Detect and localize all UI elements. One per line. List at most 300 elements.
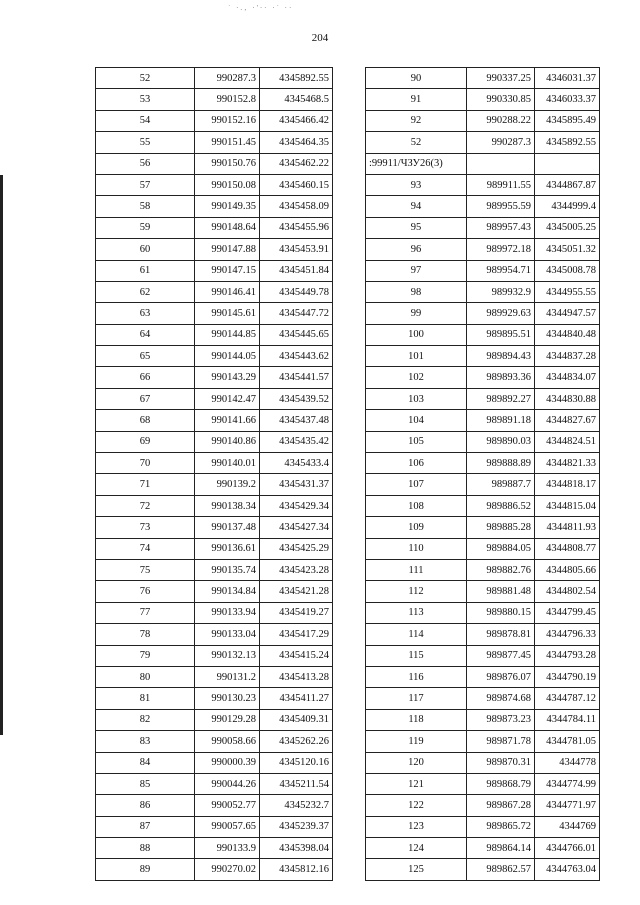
y-coordinate-cell: 4345433.4 xyxy=(260,453,333,474)
y-coordinate-cell: 4344827.67 xyxy=(535,410,600,431)
table-row xyxy=(366,731,600,752)
table-row xyxy=(96,474,333,495)
point-number-cell: 87 xyxy=(96,816,195,837)
point-number-cell: 70 xyxy=(96,453,195,474)
table-row xyxy=(96,838,333,859)
point-number-cell: 74 xyxy=(96,538,195,559)
x-coordinate-cell: 990140.86 xyxy=(195,431,260,452)
x-coordinate-cell: 990057.65 xyxy=(195,816,260,837)
table-row xyxy=(366,281,600,302)
y-coordinate-cell: 4345460.15 xyxy=(260,174,333,195)
table-row xyxy=(96,731,333,752)
y-coordinate-cell: 4345005.25 xyxy=(535,217,600,238)
y-coordinate-cell: 4344955.55 xyxy=(535,281,600,302)
x-coordinate-cell: 990330.85 xyxy=(467,89,535,110)
x-coordinate-cell: 990044.26 xyxy=(195,773,260,794)
table-row xyxy=(366,388,600,409)
x-coordinate-cell: 990052.77 xyxy=(195,795,260,816)
x-coordinate-cell: 989871.78 xyxy=(467,731,535,752)
point-number-cell: :99911/ЧЗУ26(3) xyxy=(366,153,467,174)
x-coordinate-cell: 989876.07 xyxy=(467,666,535,687)
point-number-cell: 90 xyxy=(366,68,467,89)
point-number-cell: 94 xyxy=(366,196,467,217)
x-coordinate-cell: 989954.71 xyxy=(467,260,535,281)
y-coordinate-cell: 4345445.65 xyxy=(260,324,333,345)
x-coordinate-cell: 990150.08 xyxy=(195,174,260,195)
point-number-cell: 75 xyxy=(96,559,195,580)
point-number-cell: 112 xyxy=(366,581,467,602)
table-row xyxy=(366,752,600,773)
x-coordinate-cell: 990058.66 xyxy=(195,731,260,752)
x-coordinate-cell: 989864.14 xyxy=(467,838,535,859)
x-coordinate-cell: 989932.9 xyxy=(467,281,535,302)
table-row xyxy=(366,89,600,110)
x-coordinate-cell: 990146.41 xyxy=(195,281,260,302)
table-row xyxy=(366,153,600,174)
y-coordinate-cell: 4345443.62 xyxy=(260,346,333,367)
table-row xyxy=(366,688,600,709)
x-coordinate-cell: 990287.3 xyxy=(195,68,260,89)
point-number-cell: 63 xyxy=(96,303,195,324)
x-coordinate-cell xyxy=(467,153,535,174)
x-coordinate-cell: 990337.25 xyxy=(467,68,535,89)
table-row xyxy=(366,346,600,367)
y-coordinate-cell: 4345455.96 xyxy=(260,217,333,238)
x-coordinate-cell: 989890.03 xyxy=(467,431,535,452)
y-coordinate-cell: 4345421.28 xyxy=(260,581,333,602)
x-coordinate-cell: 990147.88 xyxy=(195,239,260,260)
y-coordinate-cell: 4344787.12 xyxy=(535,688,600,709)
point-number-cell: 91 xyxy=(366,89,467,110)
y-coordinate-cell: 4345466.42 xyxy=(260,110,333,131)
point-number-cell: 82 xyxy=(96,709,195,730)
table-row xyxy=(96,68,333,89)
x-coordinate-cell: 990000.39 xyxy=(195,752,260,773)
y-coordinate-cell: 4345449.78 xyxy=(260,281,333,302)
table-row xyxy=(96,110,333,131)
point-number-cell: 77 xyxy=(96,602,195,623)
x-coordinate-cell: 990140.01 xyxy=(195,453,260,474)
y-coordinate-cell: 4345409.31 xyxy=(260,709,333,730)
point-number-cell: 119 xyxy=(366,731,467,752)
y-coordinate-cell: 4345462.22 xyxy=(260,153,333,174)
table-row xyxy=(96,453,333,474)
x-coordinate-cell: 990151.45 xyxy=(195,132,260,153)
x-coordinate-cell: 990133.04 xyxy=(195,624,260,645)
y-coordinate-cell: 4345895.49 xyxy=(535,110,600,131)
y-coordinate-cell: 4345120.16 xyxy=(260,752,333,773)
x-coordinate-cell: 989865.72 xyxy=(467,816,535,837)
x-coordinate-cell: 989894.43 xyxy=(467,346,535,367)
y-coordinate-cell: 4344781.05 xyxy=(535,731,600,752)
x-coordinate-cell: 990138.34 xyxy=(195,495,260,516)
point-number-cell: 86 xyxy=(96,795,195,816)
x-coordinate-cell: 989881.48 xyxy=(467,581,535,602)
point-number-cell: 89 xyxy=(96,859,195,880)
point-number-cell: 59 xyxy=(96,217,195,238)
y-coordinate-cell: 4344867.87 xyxy=(535,174,600,195)
table-row xyxy=(366,795,600,816)
x-coordinate-cell: 989880.15 xyxy=(467,602,535,623)
table-row xyxy=(366,773,600,794)
point-number-cell: 118 xyxy=(366,709,467,730)
y-coordinate-cell: 4345008.78 xyxy=(535,260,600,281)
y-coordinate-cell xyxy=(535,153,600,174)
point-number-cell: 71 xyxy=(96,474,195,495)
x-coordinate-cell: 989929.63 xyxy=(467,303,535,324)
x-coordinate-cell: 989870.31 xyxy=(467,752,535,773)
y-coordinate-cell: 4344808.77 xyxy=(535,538,600,559)
point-number-cell: 123 xyxy=(366,816,467,837)
table-row xyxy=(96,346,333,367)
x-coordinate-cell: 990150.76 xyxy=(195,153,260,174)
point-number-cell: 93 xyxy=(366,174,467,195)
point-number-cell: 125 xyxy=(366,859,467,880)
y-coordinate-cell: 4345439.52 xyxy=(260,388,333,409)
x-coordinate-cell: 989882.76 xyxy=(467,559,535,580)
point-number-cell: 64 xyxy=(96,324,195,345)
point-number-cell: 99 xyxy=(366,303,467,324)
y-coordinate-cell: 4346031.37 xyxy=(535,68,600,89)
point-number-cell: 62 xyxy=(96,281,195,302)
table-row xyxy=(366,174,600,195)
y-coordinate-cell: 4345419.27 xyxy=(260,602,333,623)
table-row xyxy=(96,431,333,452)
x-coordinate-cell: 990149.35 xyxy=(195,196,260,217)
table-row xyxy=(96,538,333,559)
point-number-cell: 97 xyxy=(366,260,467,281)
y-coordinate-cell: 4344830.88 xyxy=(535,388,600,409)
y-coordinate-cell: 4345431.37 xyxy=(260,474,333,495)
point-number-cell: 69 xyxy=(96,431,195,452)
point-number-cell: 80 xyxy=(96,666,195,687)
y-coordinate-cell: 4344802.54 xyxy=(535,581,600,602)
table-row xyxy=(96,260,333,281)
point-number-cell: 53 xyxy=(96,89,195,110)
point-number-cell: 68 xyxy=(96,410,195,431)
y-coordinate-cell: 4344790.19 xyxy=(535,666,600,687)
point-number-cell: 56 xyxy=(96,153,195,174)
y-coordinate-cell: 4344834.07 xyxy=(535,367,600,388)
x-coordinate-cell: 989887.7 xyxy=(467,474,535,495)
table-row xyxy=(96,816,333,837)
left-coordinates-table xyxy=(95,67,333,881)
table-row xyxy=(96,602,333,623)
y-coordinate-cell: 4344774.99 xyxy=(535,773,600,794)
point-number-cell: 106 xyxy=(366,453,467,474)
y-coordinate-cell: 4345435.42 xyxy=(260,431,333,452)
point-number-cell: 110 xyxy=(366,538,467,559)
table-row xyxy=(96,688,333,709)
point-number-cell: 122 xyxy=(366,795,467,816)
point-number-cell: 105 xyxy=(366,431,467,452)
table-row xyxy=(96,174,333,195)
table-row xyxy=(366,239,600,260)
x-coordinate-cell: 990148.64 xyxy=(195,217,260,238)
x-coordinate-cell: 990152.8 xyxy=(195,89,260,110)
point-number-cell: 85 xyxy=(96,773,195,794)
x-coordinate-cell: 989862.57 xyxy=(467,859,535,880)
x-coordinate-cell: 990287.3 xyxy=(467,132,535,153)
y-coordinate-cell: 4344999.4 xyxy=(535,196,600,217)
y-coordinate-cell: 4345411.27 xyxy=(260,688,333,709)
point-number-cell: 104 xyxy=(366,410,467,431)
x-coordinate-cell: 989891.18 xyxy=(467,410,535,431)
point-number-cell: 109 xyxy=(366,517,467,538)
point-number-cell: 95 xyxy=(366,217,467,238)
x-coordinate-cell: 989867.28 xyxy=(467,795,535,816)
table-row xyxy=(96,217,333,238)
table-row xyxy=(366,431,600,452)
point-number-cell: 124 xyxy=(366,838,467,859)
table-row xyxy=(96,795,333,816)
point-number-cell: 114 xyxy=(366,624,467,645)
point-number-cell: 66 xyxy=(96,367,195,388)
table-row xyxy=(366,559,600,580)
table-row xyxy=(96,324,333,345)
x-coordinate-cell: 990270.02 xyxy=(195,859,260,880)
table-row xyxy=(366,196,600,217)
table-row xyxy=(366,68,600,89)
point-number-cell: 100 xyxy=(366,324,467,345)
x-coordinate-cell: 989888.89 xyxy=(467,453,535,474)
table-row xyxy=(366,517,600,538)
table-row xyxy=(96,666,333,687)
x-coordinate-cell: 989874.68 xyxy=(467,688,535,709)
y-coordinate-cell: 4345423.28 xyxy=(260,559,333,580)
x-coordinate-cell: 989895.51 xyxy=(467,324,535,345)
table-row xyxy=(96,153,333,174)
table-row xyxy=(366,602,600,623)
x-coordinate-cell: 989972.18 xyxy=(467,239,535,260)
table-row xyxy=(96,388,333,409)
y-coordinate-cell: 4344778 xyxy=(535,752,600,773)
point-number-cell: 57 xyxy=(96,174,195,195)
point-number-cell: 117 xyxy=(366,688,467,709)
table-row xyxy=(96,281,333,302)
y-coordinate-cell: 4345398.04 xyxy=(260,838,333,859)
point-number-cell: 102 xyxy=(366,367,467,388)
y-coordinate-cell: 4344805.66 xyxy=(535,559,600,580)
y-coordinate-cell: 4344818.17 xyxy=(535,474,600,495)
table-row xyxy=(366,645,600,666)
table-row xyxy=(366,367,600,388)
table-row xyxy=(96,773,333,794)
point-number-cell: 92 xyxy=(366,110,467,131)
x-coordinate-cell: 990144.05 xyxy=(195,346,260,367)
table-row xyxy=(366,624,600,645)
point-number-cell: 76 xyxy=(96,581,195,602)
y-coordinate-cell: 4344771.97 xyxy=(535,795,600,816)
point-number-cell: 111 xyxy=(366,559,467,580)
y-coordinate-cell: 4344811.93 xyxy=(535,517,600,538)
x-coordinate-cell: 990142.47 xyxy=(195,388,260,409)
point-number-cell: 103 xyxy=(366,388,467,409)
page-number: 204 xyxy=(311,32,329,44)
y-coordinate-cell: 4345468.5 xyxy=(260,89,333,110)
y-coordinate-cell: 4344763.04 xyxy=(535,859,600,880)
x-coordinate-cell: 989885.28 xyxy=(467,517,535,538)
table-row xyxy=(366,495,600,516)
point-number-cell: 101 xyxy=(366,346,467,367)
point-number-cell: 72 xyxy=(96,495,195,516)
table-row xyxy=(366,303,600,324)
x-coordinate-cell: 990141.66 xyxy=(195,410,260,431)
x-coordinate-cell: 989955.59 xyxy=(467,196,535,217)
x-coordinate-cell: 990129.28 xyxy=(195,709,260,730)
y-coordinate-cell: 4345262.26 xyxy=(260,731,333,752)
x-coordinate-cell: 990133.94 xyxy=(195,602,260,623)
point-number-cell: 107 xyxy=(366,474,467,495)
y-coordinate-cell: 4345415.24 xyxy=(260,645,333,666)
x-coordinate-cell: 990131.2 xyxy=(195,666,260,687)
y-coordinate-cell: 4345464.35 xyxy=(260,132,333,153)
y-coordinate-cell: 4346033.37 xyxy=(535,89,600,110)
y-coordinate-cell: 4345812.16 xyxy=(260,859,333,880)
point-number-cell: 55 xyxy=(96,132,195,153)
y-coordinate-cell: 4345441.57 xyxy=(260,367,333,388)
x-coordinate-cell: 990147.15 xyxy=(195,260,260,281)
x-coordinate-cell: 989873.23 xyxy=(467,709,535,730)
y-coordinate-cell: 4344840.48 xyxy=(535,324,600,345)
table-row xyxy=(96,196,333,217)
point-number-cell: 115 xyxy=(366,645,467,666)
x-coordinate-cell: 990135.74 xyxy=(195,559,260,580)
y-coordinate-cell: 4345051.32 xyxy=(535,239,600,260)
point-number-cell: 83 xyxy=(96,731,195,752)
point-number-cell: 81 xyxy=(96,688,195,709)
y-coordinate-cell: 4345417.29 xyxy=(260,624,333,645)
y-coordinate-cell: 4345437.48 xyxy=(260,410,333,431)
point-number-cell: 84 xyxy=(96,752,195,773)
point-number-cell: 73 xyxy=(96,517,195,538)
table-row xyxy=(366,666,600,687)
y-coordinate-cell: 4345429.34 xyxy=(260,495,333,516)
table-row xyxy=(96,367,333,388)
table-row xyxy=(366,816,600,837)
y-coordinate-cell: 4345451.84 xyxy=(260,260,333,281)
y-coordinate-cell: 4344769 xyxy=(535,816,600,837)
point-number-cell: 52 xyxy=(366,132,467,153)
point-number-cell: 121 xyxy=(366,773,467,794)
table-row xyxy=(366,474,600,495)
y-coordinate-cell: 4345239.37 xyxy=(260,816,333,837)
point-number-cell: 60 xyxy=(96,239,195,260)
table-row xyxy=(96,410,333,431)
table-row xyxy=(96,859,333,880)
x-coordinate-cell: 990137.48 xyxy=(195,517,260,538)
y-coordinate-cell: 4344837.28 xyxy=(535,346,600,367)
x-coordinate-cell: 990152.16 xyxy=(195,110,260,131)
table-row xyxy=(366,453,600,474)
table-row xyxy=(96,303,333,324)
table-row xyxy=(366,859,600,880)
x-coordinate-cell: 990133.9 xyxy=(195,838,260,859)
x-coordinate-cell: 989893.36 xyxy=(467,367,535,388)
x-coordinate-cell: 989878.81 xyxy=(467,624,535,645)
table-row xyxy=(366,838,600,859)
y-coordinate-cell: 4344815.04 xyxy=(535,495,600,516)
x-coordinate-cell: 989892.27 xyxy=(467,388,535,409)
x-coordinate-cell: 989868.79 xyxy=(467,773,535,794)
table-row xyxy=(366,538,600,559)
y-coordinate-cell: 4344784.11 xyxy=(535,709,600,730)
y-coordinate-cell: 4345458.09 xyxy=(260,196,333,217)
point-number-cell: 96 xyxy=(366,239,467,260)
point-number-cell: 113 xyxy=(366,602,467,623)
point-number-cell: 58 xyxy=(96,196,195,217)
x-coordinate-cell: 990144.85 xyxy=(195,324,260,345)
y-coordinate-cell: 4345413.28 xyxy=(260,666,333,687)
y-coordinate-cell: 4344766.01 xyxy=(535,838,600,859)
point-number-cell: 79 xyxy=(96,645,195,666)
x-coordinate-cell: 990132.13 xyxy=(195,645,260,666)
point-number-cell: 78 xyxy=(96,624,195,645)
y-coordinate-cell: 4345232.7 xyxy=(260,795,333,816)
point-number-cell: 65 xyxy=(96,346,195,367)
x-coordinate-cell: 989911.55 xyxy=(467,174,535,195)
x-coordinate-cell: 989886.52 xyxy=(467,495,535,516)
table-row xyxy=(366,132,600,153)
table-row xyxy=(96,624,333,645)
y-coordinate-cell: 4344793.28 xyxy=(535,645,600,666)
x-coordinate-cell: 990139.2 xyxy=(195,474,260,495)
table-row xyxy=(96,581,333,602)
y-coordinate-cell: 4344947.57 xyxy=(535,303,600,324)
point-number-cell: 52 xyxy=(96,68,195,89)
table-row xyxy=(96,517,333,538)
x-coordinate-cell: 990134.84 xyxy=(195,581,260,602)
x-coordinate-cell: 989877.45 xyxy=(467,645,535,666)
point-number-cell: 116 xyxy=(366,666,467,687)
table-row xyxy=(366,324,600,345)
y-coordinate-cell: 4344821.33 xyxy=(535,453,600,474)
y-coordinate-cell: 4345453.91 xyxy=(260,239,333,260)
x-coordinate-cell: 990288.22 xyxy=(467,110,535,131)
table-row xyxy=(96,89,333,110)
table-row xyxy=(96,709,333,730)
x-coordinate-cell: 989884.05 xyxy=(467,538,535,559)
table-row xyxy=(96,495,333,516)
table-row xyxy=(366,581,600,602)
y-coordinate-cell: 4344799.45 xyxy=(535,602,600,623)
y-coordinate-cell: 4344796.33 xyxy=(535,624,600,645)
x-coordinate-cell: 989957.43 xyxy=(467,217,535,238)
point-number-cell: 120 xyxy=(366,752,467,773)
y-coordinate-cell: 4344824.51 xyxy=(535,431,600,452)
y-coordinate-cell: 4345892.55 xyxy=(260,68,333,89)
table-row xyxy=(96,645,333,666)
point-number-cell: 54 xyxy=(96,110,195,131)
table-row xyxy=(96,559,333,580)
point-number-cell: 88 xyxy=(96,838,195,859)
x-coordinate-cell: 990136.61 xyxy=(195,538,260,559)
table-row xyxy=(366,410,600,431)
table-row xyxy=(366,110,600,131)
scan-artifact-marks: ˙ ·.‚ ·'·· ·˙ ·· xyxy=(228,4,294,12)
table-row xyxy=(96,752,333,773)
y-coordinate-cell: 4345425.29 xyxy=(260,538,333,559)
table-row xyxy=(96,239,333,260)
right-coordinates-table xyxy=(365,67,600,881)
table-row xyxy=(96,132,333,153)
point-number-cell: 108 xyxy=(366,495,467,516)
scan-edge-bar xyxy=(0,175,3,735)
table-row xyxy=(366,260,600,281)
y-coordinate-cell: 4345447.72 xyxy=(260,303,333,324)
x-coordinate-cell: 990145.61 xyxy=(195,303,260,324)
x-coordinate-cell: 990143.29 xyxy=(195,367,260,388)
